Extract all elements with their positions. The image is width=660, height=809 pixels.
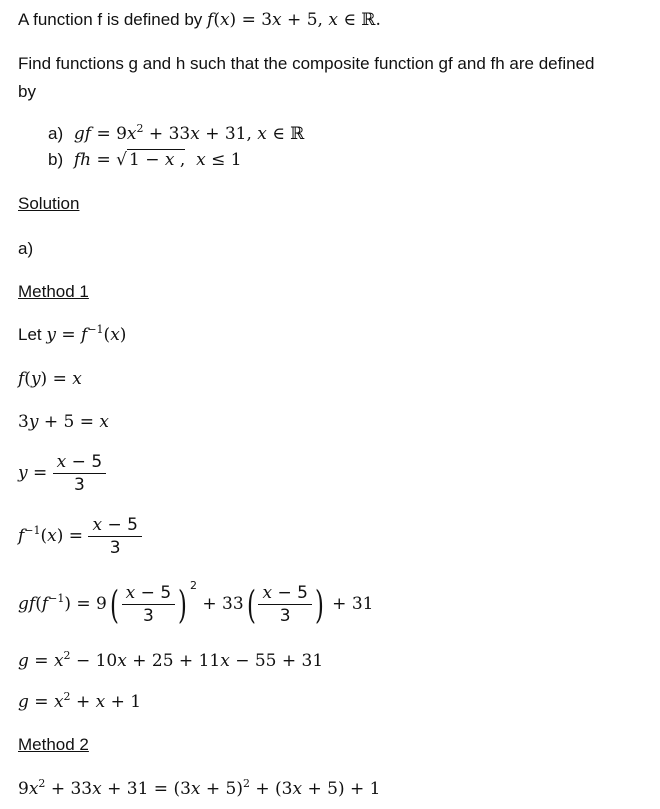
step-f-inverse: $f^{-1}(x)$ = $\frac{x - 5}{3}$ xyxy=(18,514,142,559)
method-1-heading: Method 1 xyxy=(18,282,89,301)
question-line-2: by xyxy=(18,82,36,101)
step-g-expanded: $g = x^2 - 10x + 25 + 11x - 55 + 31$ xyxy=(18,649,324,671)
step-3y-plus-5: 3y + 5 = x xyxy=(18,412,109,432)
step-method2-identity: $9x^2 + 33x + 31 = (3x + 5)^2 + (3x + 5) + 1$ xyxy=(18,777,381,799)
method-2-heading: Method 2 xyxy=(18,735,89,754)
intro-math: f(x) = 3x + 5, x ∈ ℝ. xyxy=(207,10,381,30)
intro-text: A function f is defined by xyxy=(18,10,208,29)
part-a-expr: gf = $9x^2 + 33x + 31$, x ∈ ℝ xyxy=(73,122,305,144)
part-b-expr: fh = √ 1 − x , x ≤ 1 xyxy=(73,150,242,170)
step-f-of-y: f(y) = x xyxy=(18,369,82,389)
intro-line xyxy=(18,10,381,30)
part-a-label: a) xyxy=(48,124,64,143)
question-line-1: Find functions g and h such that the composite function gf and fh are defined xyxy=(18,54,595,73)
solution-heading: Solution xyxy=(18,194,80,213)
part-a xyxy=(48,124,304,144)
step-gf-substitution: $gf(f^{-1}) = 9$( $\frac{x - 5}{3}$ ) $^2$ + 33( $\frac{x - 5}{3}$ ) + 31 xyxy=(18,579,374,627)
part-b xyxy=(48,150,242,170)
part-b-label: b) xyxy=(48,150,64,169)
step-g-result: $g = x^2 + x + 1$ xyxy=(18,690,142,712)
part-a-solution-label: a) xyxy=(18,239,34,258)
step-y-equals: y = $\frac{x - 5}{3}$ xyxy=(18,451,106,496)
step-let-y: Let $y = f^{-1}(x)$ xyxy=(18,323,127,345)
